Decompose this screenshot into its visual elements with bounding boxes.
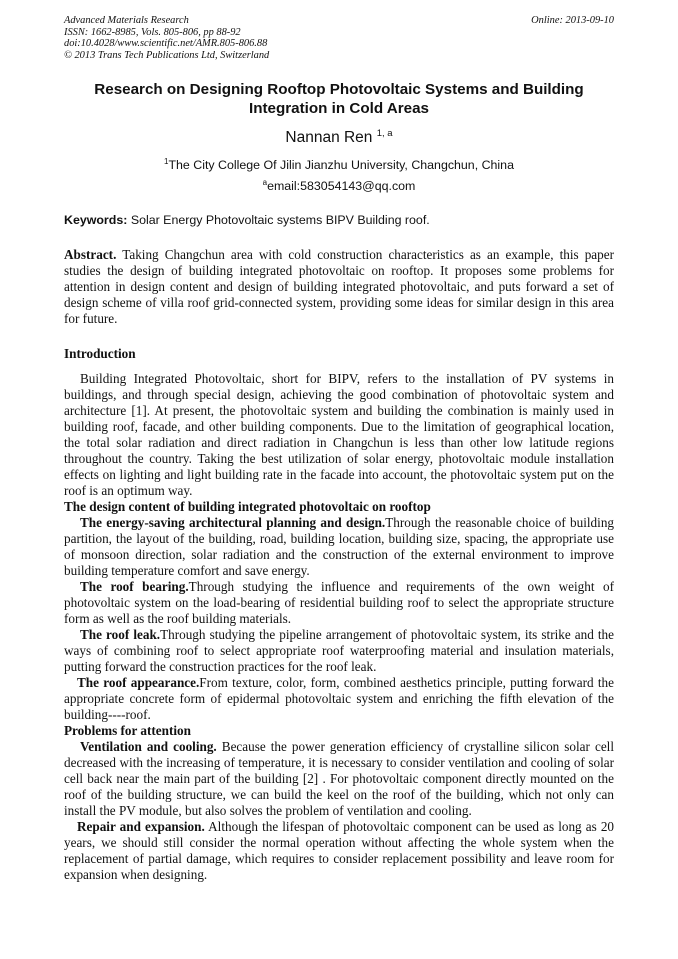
paragraph-text: Through the reasonable choice of building partition, the layout of the building, road, building location, building size, spacing, the appropriate use of monsoon direction, solar radiation and the construction of the external environment to improve building temperature comfort and save energy. [64, 515, 615, 578]
paragraph-text: From texture, color, form, combined aesthetics principle, putting forward the appropriate concrete form of epidermal photovoltaic system and enriching the fifth elevation of the building----roof. [64, 675, 615, 722]
abstract [64, 247, 614, 327]
paper-body [64, 247, 614, 883]
issn: ISSN: 1662-8985, Vols. 805-806, pp 88-92 [64, 26, 241, 38]
abstract-text: Taking Changchun area with cold construction characteristics as an example, this paper studies the design of building integrated photovoltaic on rooftop. It proposes some problems for attention in design content and design of building integrated photovoltaic, and puts forward a set of design scheme of villa roof grid-connected system, providing some ideas for similar design in this area for future. [64, 247, 614, 326]
paper-title [64, 81, 614, 118]
copyright: © 2013 Trans Tech Publications Ltd, Switzerland [64, 49, 270, 61]
paragraph: Building Integrated Photovoltaic, short for BIPV, refers to the installation of PV systems in buildings, and through special design, achieving the good combination of photovoltaic system and architecture [1]. At present, the photovoltaic system and building the combination is mainly used in building roof, facade, and other building components. Due to the limitation of geographical location, the total solar radiation and direct radiation in Changchun is less than other low latitude regions throughout the country. Taking the best utilization of solar energy, photovoltaic module installation effects on lighting and light building rate in the facade into account, the photovoltaic system put on the roof is an optimum way. [64, 371, 614, 498]
title-line: Research on Designing Rooftop Photovoltaic Systems and Building [94, 81, 584, 98]
section-heading: Problems for attention [64, 723, 191, 738]
keywords [64, 213, 430, 227]
email [64, 178, 614, 193]
email-sup: a [262, 178, 268, 187]
paragraph [64, 627, 614, 675]
affiliation-text: The City College Of Jilin Jianzhu University, Changchun, China [168, 158, 514, 173]
paragraph-text: Through studying the influence and requirements of the own weight of photovoltaic system on the load-bearing of residential building roof to select the appropriate structure form as well as the roof building materials. [64, 579, 614, 626]
author-sup: 1, a [376, 128, 393, 139]
doi: doi:10.4028/www.scientific.net/AMR.805-806.88 [64, 38, 268, 50]
paragraph [64, 739, 614, 819]
paragraph-lead: The energy-saving architectural planning and design. [80, 515, 386, 530]
paragraph-text: Through studying the pipeline arrangement of photovoltaic system, its strike and the ways of combining roof to select appropriate roof waterproofing material and insulation materials, putting forward the construction practices for the roof leak. [64, 627, 614, 674]
paragraph [64, 515, 614, 579]
paragraph-lead: The roof bearing. [80, 579, 189, 594]
paragraph-lead: The roof appearance. [77, 675, 200, 690]
paragraph [64, 579, 614, 627]
affiliation-sup: 1 [164, 157, 169, 166]
affiliation [64, 157, 614, 172]
section-heading: The design content of building integrated photovoltaic on rooftop [64, 499, 431, 514]
section-heading: Introduction [64, 346, 136, 361]
journal-header [64, 15, 269, 61]
paragraph [64, 819, 614, 883]
paragraph-lead: Repair and expansion. [77, 819, 205, 834]
journal-name: Advanced Materials Research [64, 15, 189, 26]
online-date: Online: 2013-09-10 [531, 15, 614, 26]
title-line: Integration in Cold Areas [248, 99, 430, 117]
author [64, 128, 614, 147]
keywords-label: Keywords: [64, 213, 128, 227]
email-text: email:583054143@qq.com [267, 179, 416, 194]
paragraph-lead: Ventilation and cooling. [80, 739, 217, 754]
keywords-text: Solar Energy Photovoltaic systems BIPV Building roof. [130, 213, 430, 227]
paragraph-text: Because the power generation efficiency of crystalline silicon solar cell decreased with the increasing of temperature, it is necessary to consider ventilation and cooling of solar cell back near the main part of the building [2] . For photovoltaic component directly mounted on the roof of the building structure, we can build the keel on the roof of the building, which not only can install the PV module, but also solves the problem of ventilation and cooling. [64, 739, 614, 818]
paragraph-lead: The roof leak. [80, 627, 161, 642]
paragraph-text: Although the lifespan of photovoltaic component can be used as long as 20 years, we should still consider the normal operation without affecting the whole system when the replacement of partial damage, which requires to consider replacement possibility and leave room for expansion when designing. [64, 819, 615, 882]
abstract-label: Abstract. [64, 247, 117, 262]
paragraph [64, 675, 614, 723]
author-name: Nannan Ren [285, 129, 373, 147]
